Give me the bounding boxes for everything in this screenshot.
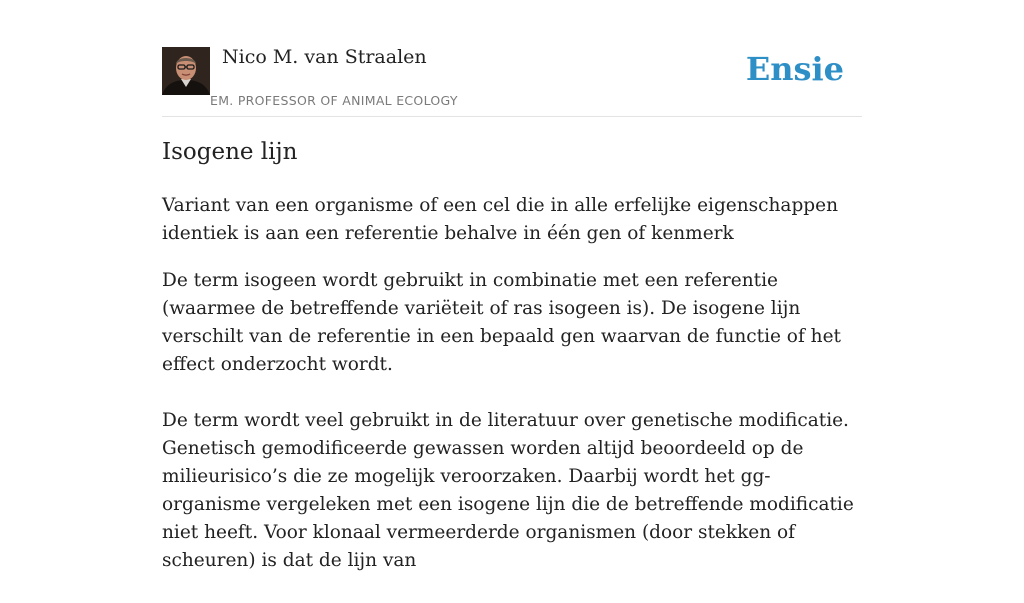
page-title: Isogene lijn: [162, 139, 298, 165]
author-photo: [162, 47, 210, 95]
avatar[interactable]: [162, 47, 210, 95]
body-paragraph: De term isogeen wordt gebruikt in combinatie met een referentie (waarmee de betreffende variëteit of ras isogeen is). De isogene lijn verschilt van de referentie in een bepaald gen waarvan de functie of het effect onderzocht wordt.: [162, 270, 841, 375]
author-name[interactable]: Nico M. van Straalen: [222, 46, 427, 68]
article-body: [162, 267, 862, 603]
definition-text: Variant van een organisme of een cel die in alle erfelijke eigenschappen identiek is aan een referentie behalve in één gen of kenmerk: [162, 195, 838, 244]
body-paragraph: De term wordt veel gebruikt in de literatuur over genetische modificatie. Genetisch gemodificeerde gewassen worden altijd beoordeeld op de milieurisico’s die ze mogelijk veroorzaken. Daarbij wordt het gg-organisme vergeleken met een isogene lijn die de betreffende modificatie niet heeft. Voor klonaal vermeerderde organismen (door stekken of scheuren) is dat de lijn van: [162, 410, 854, 571]
header: [162, 0, 862, 117]
ensie-logo[interactable]: Ensie: [745, 50, 844, 88]
author-role: EM. PROFESSOR OF ANIMAL ECOLOGY: [210, 93, 458, 108]
